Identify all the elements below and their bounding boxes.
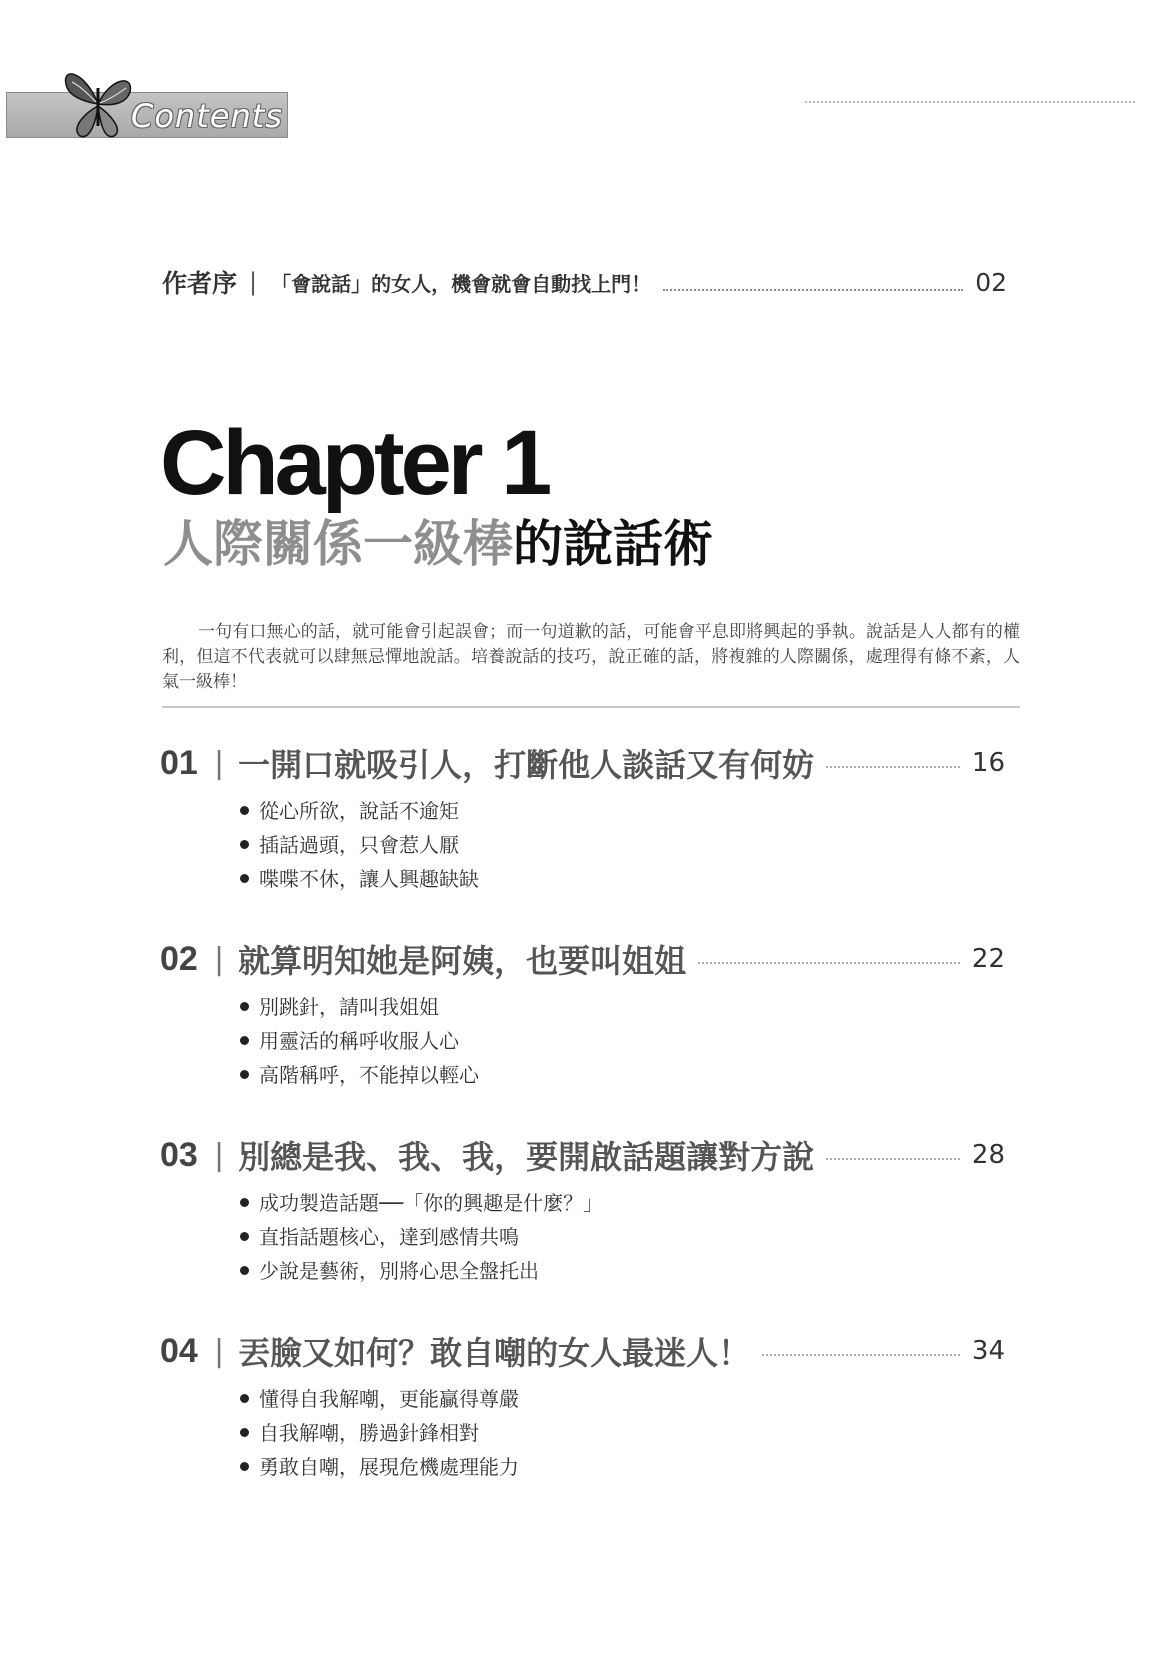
section-page-number: 28 bbox=[971, 1140, 1005, 1170]
preface-label: 作者序 bbox=[162, 269, 238, 298]
bullet-icon bbox=[240, 806, 249, 815]
bullet-icon bbox=[240, 1070, 249, 1079]
section-heading bbox=[160, 738, 1005, 788]
subtopic-text: 成功製造話題──「你的興趣是什麼？」 bbox=[259, 1191, 604, 1215]
butterfly-icon bbox=[56, 64, 140, 144]
section-number: 01 bbox=[160, 743, 198, 782]
subtopic-item bbox=[240, 1058, 1005, 1092]
subtopic-text: 少說是藝術，別將心思全盤托出 bbox=[259, 1259, 539, 1283]
subtopic-item bbox=[240, 1024, 1005, 1058]
dot-leader bbox=[762, 1354, 960, 1356]
subtopic-text: 勇敢自嘲，展現危機處理能力 bbox=[259, 1455, 519, 1479]
chapter-heading: Chapter 1 bbox=[160, 412, 549, 514]
toc-section-03[interactable] bbox=[160, 1130, 1005, 1288]
section-page-number: 22 bbox=[971, 944, 1005, 974]
separator-bar: | bbox=[214, 1333, 225, 1369]
subtopic-item bbox=[240, 1450, 1005, 1484]
bullet-icon bbox=[240, 840, 249, 849]
section-title: 別總是我、我、我，要開啟話題讓對方說 bbox=[238, 1138, 815, 1176]
dot-leader bbox=[663, 289, 963, 291]
subtopic-text: 自我解嘲，勝過針鋒相對 bbox=[259, 1421, 479, 1445]
bullet-icon bbox=[240, 1266, 249, 1275]
contents-label: Contents bbox=[131, 97, 283, 135]
bullet-icon bbox=[240, 1394, 249, 1403]
bullet-icon bbox=[240, 1428, 249, 1437]
subtopic-item bbox=[240, 1220, 1005, 1254]
section-title: 丟臉又如何？敢自嘲的女人最迷人！ bbox=[238, 1334, 751, 1372]
subtopic-item bbox=[240, 794, 1005, 828]
section-number: 03 bbox=[160, 1135, 198, 1174]
preface-page-number: 02 bbox=[975, 267, 1007, 297]
separator-bar: | bbox=[249, 268, 258, 296]
subtopic-text: 喋喋不休，讓人興趣缺缺 bbox=[259, 867, 479, 891]
section-number: 04 bbox=[160, 1331, 198, 1370]
chapter-subtitle bbox=[163, 513, 713, 575]
preface-title: 「會說話」的女人，機會就會自動找上門！ bbox=[271, 271, 652, 296]
toc-section-01[interactable] bbox=[160, 738, 1005, 896]
chapter-intro: 一句有口無心的話，就可能會引起誤會；而一句道歉的話，可能會平息即將興起的爭執。說話是人人都有的權利，但這不代表就可以肆無忌憚地說話。培養說話的技巧，說正確的話，將複雜的人際關係，處理得有條不紊，人氣一級棒！ bbox=[162, 622, 1020, 692]
subtopic-list bbox=[240, 1186, 1005, 1288]
bullet-icon bbox=[240, 874, 249, 883]
section-heading bbox=[160, 1326, 1005, 1376]
subtopic-text: 高階稱呼，不能掉以輕心 bbox=[259, 1063, 479, 1087]
subtopic-text: 從心所欲，說話不逾矩 bbox=[259, 799, 459, 823]
bullet-icon bbox=[240, 1462, 249, 1471]
section-page-number: 34 bbox=[971, 1336, 1005, 1366]
subtopic-item bbox=[240, 1254, 1005, 1288]
toc-section-04[interactable] bbox=[160, 1326, 1005, 1484]
header-rule bbox=[805, 101, 1135, 103]
intro-divider bbox=[162, 706, 1020, 708]
subtopic-text: 插話過頭，只會惹人厭 bbox=[259, 833, 459, 857]
separator-bar: | bbox=[214, 745, 225, 781]
subtopic-item bbox=[240, 828, 1005, 862]
subtopic-item bbox=[240, 1416, 1005, 1450]
bullet-icon bbox=[240, 1036, 249, 1045]
section-number: 02 bbox=[160, 939, 198, 978]
subtopic-list bbox=[240, 990, 1005, 1092]
subtopic-list bbox=[240, 794, 1005, 896]
subtopic-list bbox=[240, 1382, 1005, 1484]
section-page-number: 16 bbox=[971, 748, 1005, 778]
subtopic-text: 直指話題核心，達到感情共鳴 bbox=[259, 1225, 519, 1249]
section-title: 就算明知她是阿姨，也要叫姐姐 bbox=[238, 942, 687, 980]
dot-leader bbox=[698, 962, 960, 964]
dot-leader bbox=[826, 766, 960, 768]
dot-leader bbox=[826, 1158, 960, 1160]
separator-bar: | bbox=[214, 1137, 225, 1173]
chapter-subtitle-highlight: 人際關係一級棒 bbox=[163, 515, 513, 573]
subtopic-text: 用靈活的稱呼收服人心 bbox=[259, 1029, 459, 1053]
separator-bar: | bbox=[214, 941, 225, 977]
bullet-icon bbox=[240, 1198, 249, 1207]
subtopic-text: 懂得自我解嘲，更能贏得尊嚴 bbox=[259, 1387, 519, 1411]
section-heading bbox=[160, 934, 1005, 984]
toc-section-02[interactable] bbox=[160, 934, 1005, 1092]
section-heading bbox=[160, 1130, 1005, 1180]
bullet-icon bbox=[240, 1002, 249, 1011]
subtopic-item bbox=[240, 1186, 1005, 1220]
subtopic-item bbox=[240, 990, 1005, 1024]
subtopic-item bbox=[240, 862, 1005, 896]
preface-entry[interactable] bbox=[162, 262, 1007, 302]
subtopic-text: 別跳針，請叫我姐姐 bbox=[259, 995, 439, 1019]
chapter-subtitle-rest: 的說話術 bbox=[513, 515, 713, 573]
subtopic-item bbox=[240, 1382, 1005, 1416]
section-title: 一開口就吸引人，打斷他人談話又有何妨 bbox=[238, 746, 815, 784]
bullet-icon bbox=[240, 1232, 249, 1241]
